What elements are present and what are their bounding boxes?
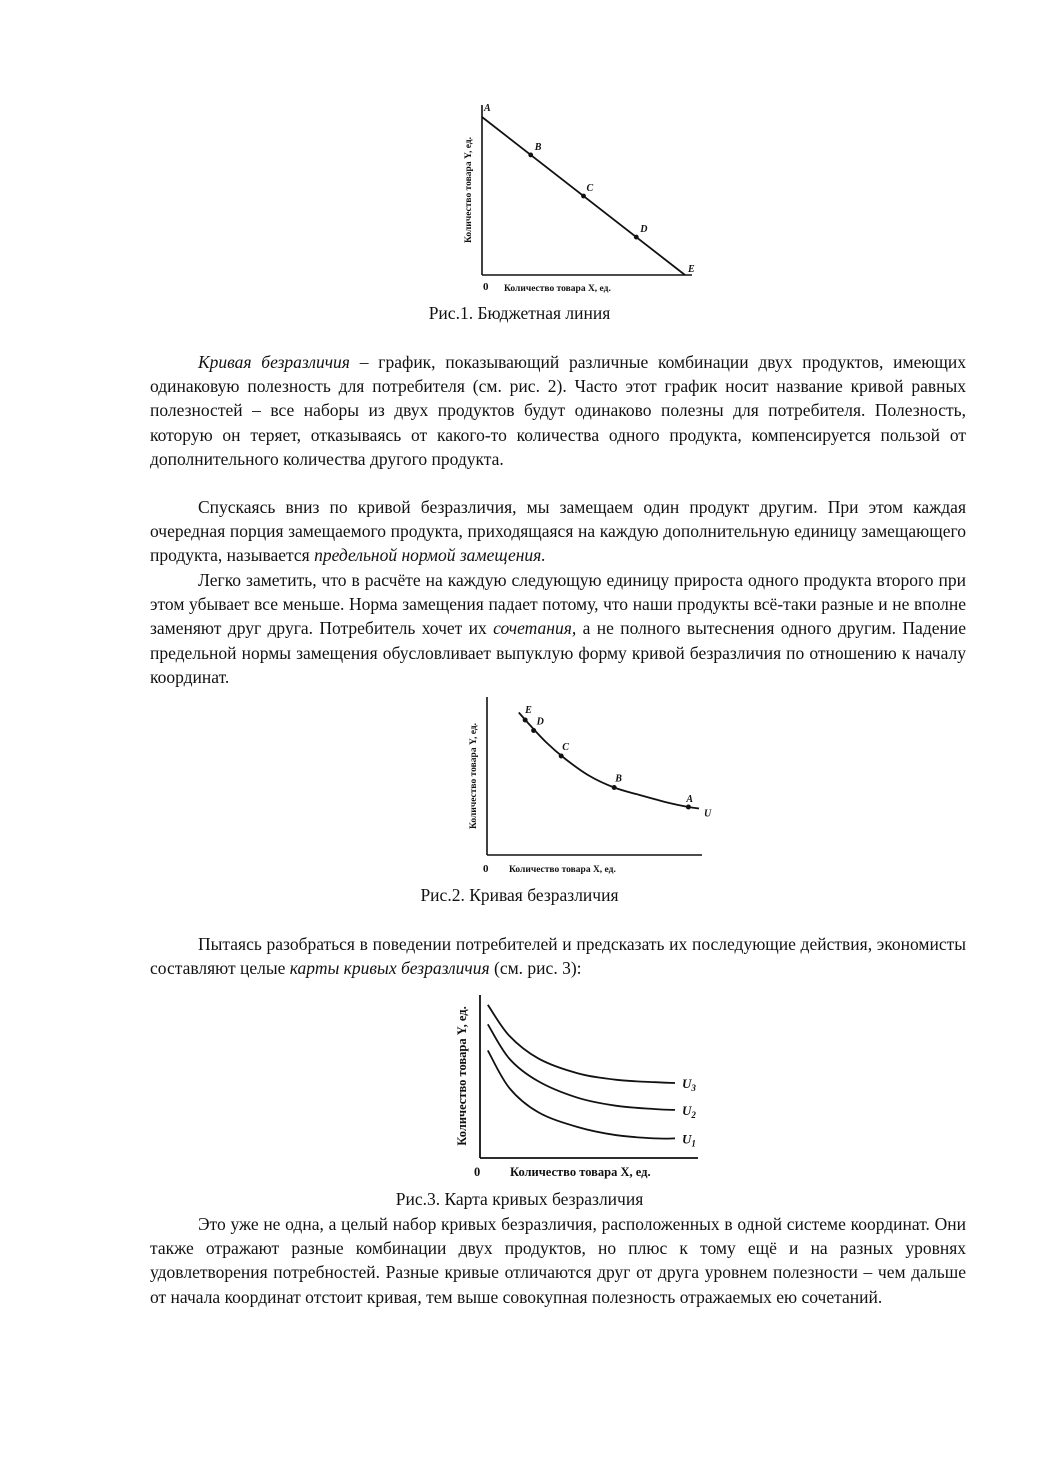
curve-subscript: 2 (691, 1109, 696, 1120)
budget-line-chart (440, 95, 710, 300)
curve-label-u3: $U_3$ (682, 1076, 696, 1094)
indifference-curve-u (519, 713, 699, 809)
paragraph-indifference-curve (150, 350, 966, 471)
point-label-d: D (640, 224, 648, 236)
y-axis-label: Количество товара Y, ед. (464, 137, 474, 243)
point-label-e: E (688, 264, 695, 275)
paragraph-set-of-curves (150, 1212, 966, 1309)
x-axis-label: Количество товара X, ед. (510, 1165, 651, 1179)
curve-label-u: U (704, 808, 712, 820)
term-indifference-map: карты кривых безразличия (289, 958, 490, 979)
point-label-a: A (686, 794, 694, 805)
y-axis-label: Количество товара Y, ед. (455, 1006, 469, 1146)
indifference-map-chart (450, 990, 710, 1185)
figure-3-caption: Рис.3. Карта кривых безразличия (395, 1189, 644, 1209)
curve-subscript: 3 (691, 1083, 696, 1094)
point-c (581, 194, 586, 199)
paragraph-3-text-start: Легко заметить, что в расчёте на каждую следующую единицу прироста одного продукта второго при этом убывает все меньше. Норма замещения падает потому, что наши продукты всё-таки разные и не вполне заменяют друг друга. Потребитель хочет их (150, 570, 966, 639)
figure-3-indifference-map (450, 990, 710, 1185)
curve-subscript: 1 (691, 1138, 696, 1149)
paragraph-2-text: Спускаясь вниз по кривой безразличия, мы замещаем один продукт другим. При этом каждая очередная порция замещаемого продукта, приходящаяся на каждую дополнительную единицу замещающего продукта, называется (150, 497, 966, 566)
figure-2-caption: Рис.2. Кривая безразличия (420, 885, 619, 905)
figure-2-indifference-curve (440, 692, 720, 882)
paragraph-indifference-map (150, 932, 966, 980)
curve-label-u1: $U_1$ (682, 1131, 696, 1149)
x-axis-label: Количество товара X, ед. (504, 284, 611, 294)
indifference-curve-chart (440, 692, 720, 882)
point-b (528, 153, 533, 158)
point-label-b: B (615, 773, 622, 785)
origin-label: 0 (483, 281, 489, 293)
point-label-a: A (484, 103, 491, 114)
indifference-curve-u1 (488, 1050, 675, 1138)
paragraph-4-text-start: Пытаясь разобраться в поведении потребителей и предсказать их последующие действия, экономисты составляют целые (150, 934, 966, 979)
point-b (612, 785, 617, 790)
indifference-curve-u2 (488, 1024, 675, 1110)
point-label-c: C (562, 742, 569, 753)
origin-label: 0 (483, 863, 489, 875)
point-label-d: D (536, 716, 544, 728)
point-label-e: E (525, 705, 532, 716)
point-label-c: C (586, 183, 594, 194)
term-combination: сочетания, (493, 618, 577, 639)
term-indifference-curve: Кривая безразличия (198, 352, 350, 372)
paragraph-3-text-end: а не полного вытеснения одного другим. Падение предельной нормы замещения обусловливает выпуклую форму кривой безразличия по отношению к началу координат. (150, 618, 966, 687)
paragraph-4-text-end: (см. рис. 3): (489, 958, 582, 979)
paragraph-1-text: – график, показывающий различные комбинации двух продуктов, имеющих одинаковую полезность для потребителя (см. рис. 2). Часто этот график носит название кривой равных полезностей – все наборы из двух продуктов будут одинаково полезны для потребителя. Полезность, которую он теряет, отказываясь от какого-то количества одного продукта, компенсируется пользой от дополнительного количества другого продукта. (150, 352, 967, 469)
indifference-curve-u3 (488, 1005, 675, 1083)
curve-label-u2: $U_2$ (682, 1102, 696, 1120)
point-c (559, 754, 564, 759)
paragraph-convex-shape (150, 568, 966, 689)
point-d (634, 235, 639, 240)
paragraph-substitution-rate (150, 495, 966, 568)
paragraph-5-text: Это уже не одна, а целый набор кривых безразличия, расположенных в одной системе координат. Они также отражают разные комбинации двух продуктов, но плюс к тому ещё и на разных уровнях удовлетворения потребностей. Разные кривые отличаются друг от друга уровнем полезности – чем дальше от начала координат отстоит кривая, тем выше совокупная полезность отражаемых ею сочетаний. (150, 1214, 966, 1307)
figure-1-budget-line (440, 95, 710, 300)
point-label-b: B (534, 141, 542, 153)
x-axis-label: Количество товара X, ед. (509, 865, 616, 875)
origin-label: 0 (474, 1165, 481, 1179)
figure-1-caption: Рис.1. Бюджетная линия (428, 303, 611, 323)
point-d (531, 728, 536, 733)
y-axis-label: Количество товара Y, ед. (469, 723, 479, 829)
point-a (686, 805, 691, 810)
point-e (523, 718, 528, 723)
term-marginal-rate: предельной нормой замещения. (314, 545, 546, 566)
